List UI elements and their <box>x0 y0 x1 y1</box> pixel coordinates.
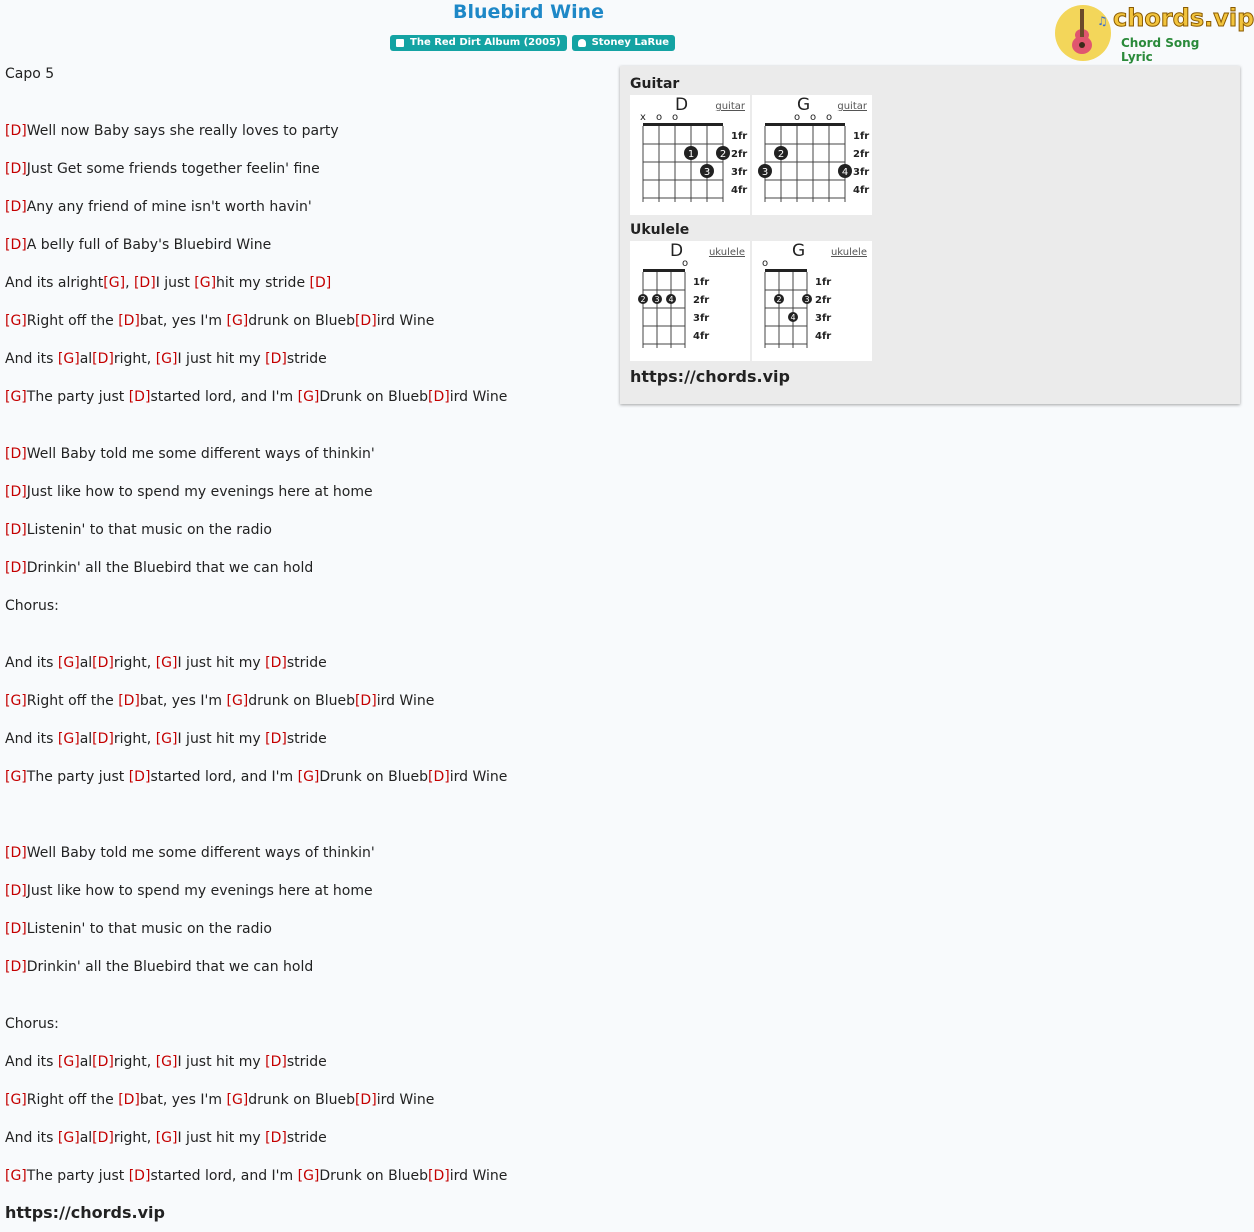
logo-tagline: Chord Song Lyric <box>1121 36 1200 64</box>
lyric-text: Just like how to spend my evenings here at home <box>26 484 373 500</box>
lyric-line <box>5 520 272 540</box>
lyric-text: ird Wine <box>449 769 508 785</box>
lyric-line <box>5 881 373 901</box>
fret-label: 3fr <box>731 167 748 178</box>
lyric-line <box>5 1052 327 1072</box>
guitar-chord-g[interactable] <box>752 95 872 215</box>
lyric-text: Listenin' to that music on the radio <box>26 522 272 538</box>
chord-marker[interactable]: [D] <box>5 199 27 215</box>
fret-label: 4fr <box>731 185 748 196</box>
guitar-section-label: Guitar <box>630 76 680 92</box>
song-badges <box>390 35 675 51</box>
chord-marker[interactable]: [G] <box>5 1168 27 1184</box>
chord-marker[interactable]: [G] <box>226 1092 249 1108</box>
fret-label: 3fr <box>853 167 870 178</box>
lyric-line <box>5 1090 434 1110</box>
chord-marker[interactable]: [G] <box>226 313 249 329</box>
lyric-text: started lord, and I'm <box>150 1168 298 1184</box>
open-string-marker: o <box>681 258 689 269</box>
lyric-text: Drunk on Blueb <box>319 1168 428 1184</box>
chord-nut <box>765 269 807 272</box>
lyric-text: , <box>125 275 134 291</box>
chord-marker[interactable]: [D] <box>428 769 450 785</box>
lyric-text: al <box>79 1130 93 1146</box>
fret-label: 1fr <box>853 131 870 142</box>
chord-marker[interactable]: [D] <box>5 883 27 899</box>
lyric-text: ird Wine <box>449 1168 508 1184</box>
open-string-marker: o <box>761 258 769 269</box>
album-icon <box>396 39 404 47</box>
lyric-text: Well Baby told me some different ways of thinkin' <box>26 446 375 462</box>
chord-marker[interactable]: [D] <box>428 389 450 405</box>
lyric-text: right, <box>113 731 156 747</box>
lyric-text: ird Wine <box>376 313 435 329</box>
lyric-line <box>5 1166 507 1186</box>
lyric-text: drunk on Blueb <box>248 313 355 329</box>
chord-marker[interactable]: [D] <box>92 1054 114 1070</box>
chord-marker[interactable]: [G] <box>297 1168 320 1184</box>
finger-number: 4 <box>790 313 796 322</box>
chord-marker[interactable]: [G] <box>297 389 320 405</box>
chord-marker[interactable]: [G] <box>57 351 80 367</box>
lyric-text: Any any friend of mine isn't worth havin' <box>26 199 312 215</box>
chord-marker[interactable]: [D] <box>92 1130 114 1146</box>
finger-number: 3 <box>804 295 810 304</box>
chord-marker[interactable]: [G] <box>155 731 178 747</box>
lyric-text: And its <box>5 1130 58 1146</box>
chord-marker[interactable]: [G] <box>155 655 178 671</box>
lyric-text: The party just <box>26 769 129 785</box>
lyric-line <box>5 349 327 369</box>
lyric-text: Right off the <box>26 1092 119 1108</box>
lyric-text: Just like how to spend my evenings here at home <box>26 883 373 899</box>
lyric-line <box>5 121 339 141</box>
lyric-text: al <box>79 1054 93 1070</box>
lyric-line <box>5 387 507 407</box>
lyric-line <box>5 558 313 578</box>
lyric-text: hit my stride <box>216 275 310 291</box>
lyric-text: Chorus: <box>5 598 59 614</box>
chord-marker[interactable]: [D] <box>265 1054 287 1070</box>
lyric-text: stride <box>286 731 327 747</box>
chord-marker[interactable]: [D] <box>265 1130 287 1146</box>
lyric-text: al <box>79 731 93 747</box>
chord-nut <box>643 269 685 272</box>
finger-number: 4 <box>668 295 674 304</box>
lyric-text: stride <box>286 1130 327 1146</box>
fret-label: 4fr <box>815 331 832 342</box>
lyric-text: Listenin' to that music on the radio <box>26 921 272 937</box>
album-label: The Red Dirt Album (2005) <box>410 37 561 48</box>
lyric-line <box>5 729 327 749</box>
lyric-text: Drinkin' all the Bluebird that we can hold <box>26 959 314 975</box>
lyric-text: stride <box>286 351 327 367</box>
artist-label: Stoney LaRue <box>591 37 670 48</box>
chord-marker[interactable]: [D] <box>92 351 114 367</box>
lyric-line <box>5 1128 327 1148</box>
lyric-text: Chorus: <box>5 1016 59 1032</box>
fret-label: 3fr <box>815 313 832 324</box>
open-string-marker: o <box>655 112 663 123</box>
ukulele-chord-g[interactable] <box>752 241 872 361</box>
chord-marker[interactable]: [G] <box>194 275 217 291</box>
lyric-text: al <box>79 655 93 671</box>
lyric-text: I just hit my <box>177 731 266 747</box>
lyric-text: Right off the <box>26 693 119 709</box>
fret-label: 4fr <box>693 331 710 342</box>
chord-marker[interactable]: [D] <box>128 769 151 785</box>
chord-marker[interactable]: [G] <box>297 769 320 785</box>
lyric-text: right, <box>113 655 156 671</box>
chord-marker[interactable]: [D] <box>118 313 140 329</box>
chord-marker[interactable]: [G] <box>57 655 80 671</box>
lyric-text: right, <box>113 1054 156 1070</box>
lyric-text: I just hit my <box>177 655 266 671</box>
lyric-text: ird Wine <box>376 693 435 709</box>
lyric-line <box>5 311 434 331</box>
chord-marker[interactable]: [D] <box>265 655 287 671</box>
album-badge[interactable] <box>390 35 567 51</box>
instrument-link[interactable]: ukulele <box>830 247 867 258</box>
lyric-line <box>5 919 272 939</box>
guitar-chord-d[interactable] <box>630 95 750 215</box>
open-string-marker: o <box>809 112 817 123</box>
open-string-marker: o <box>793 112 801 123</box>
chord-marker[interactable]: [D] <box>92 731 114 747</box>
chord-marker[interactable]: [G] <box>155 351 178 367</box>
chord-marker[interactable]: [D] <box>5 959 27 975</box>
lyric-text: And its <box>5 731 58 747</box>
finger-number: 3 <box>703 167 711 178</box>
lyric-text: A belly full of Baby's Bluebird Wine <box>26 237 272 253</box>
svg-text:♫: ♫ <box>1097 14 1108 28</box>
chord-marker[interactable]: [D] <box>128 389 151 405</box>
lyric-text: I just hit my <box>177 351 266 367</box>
chord-marker[interactable]: [G] <box>155 1130 178 1146</box>
fret-label: 2fr <box>731 149 748 160</box>
chord-marker[interactable]: [D] <box>265 351 287 367</box>
chord-marker[interactable]: [D] <box>92 655 114 671</box>
chord-nut <box>643 123 723 126</box>
finger-number: 4 <box>841 167 849 178</box>
lyric-line <box>5 482 373 502</box>
chord-marker[interactable]: [D] <box>354 313 377 329</box>
chord-marker[interactable]: [G] <box>5 693 27 709</box>
lyric-text: started lord, and I'm <box>150 769 298 785</box>
lyric-text: And its <box>5 351 58 367</box>
chord-marker[interactable]: [D] <box>5 237 27 253</box>
lyric-line <box>5 653 327 673</box>
chord-diagram <box>630 241 750 361</box>
instrument-link[interactable]: guitar <box>715 101 745 112</box>
chord-marker[interactable]: [D] <box>354 693 377 709</box>
ukulele-chord-d[interactable] <box>630 241 750 361</box>
capo-info: Capo 5 <box>5 66 55 82</box>
chord-marker[interactable]: [G] <box>5 313 27 329</box>
instrument-link[interactable]: guitar <box>837 101 867 112</box>
panel-url[interactable]: https://chords.vip <box>630 367 790 386</box>
chord-marker[interactable]: [G] <box>57 1130 80 1146</box>
lyric-text: The party just <box>26 1168 129 1184</box>
lyric-text: Drunk on Blueb <box>319 769 428 785</box>
lyric-text: stride <box>286 1054 327 1070</box>
footer-url[interactable]: https://chords.vip <box>5 1203 165 1222</box>
lyric-text: ird Wine <box>449 389 508 405</box>
lyric-line <box>5 596 59 616</box>
lyric-text: Well Baby told me some different ways of thinkin' <box>26 845 375 861</box>
fret-label: 3fr <box>693 313 710 324</box>
lyric-text: started lord, and I'm <box>150 389 298 405</box>
lyric-text: And its <box>5 655 58 671</box>
finger-number: 3 <box>654 295 660 304</box>
site-logo[interactable] <box>1055 3 1254 64</box>
lyric-text: stride <box>286 655 327 671</box>
open-string-marker: o <box>825 112 833 123</box>
chord-marker[interactable]: [D] <box>5 845 27 861</box>
chord-marker[interactable]: [G] <box>5 1092 27 1108</box>
chord-marker[interactable]: [G] <box>5 389 27 405</box>
artist-badge[interactable] <box>572 35 675 51</box>
lyric-text: Well now Baby says she really loves to party <box>26 123 339 139</box>
chord-marker[interactable]: [D] <box>133 275 156 291</box>
fret-label: 1fr <box>815 277 832 288</box>
lyric-line <box>5 1014 59 1034</box>
chord-marker[interactable]: [D] <box>5 560 27 576</box>
logo-text: chords.vip <box>1113 4 1254 32</box>
finger-number: 2 <box>776 295 782 304</box>
song-title: Bluebird Wine <box>453 1 604 23</box>
lyric-line <box>5 843 375 863</box>
lyric-text: drunk on Blueb <box>248 1092 355 1108</box>
lyric-line <box>5 444 375 464</box>
lyric-text: right, <box>113 1130 156 1146</box>
lyric-text: And its <box>5 1054 58 1070</box>
open-string-marker: x <box>640 112 646 123</box>
chord-marker[interactable]: [G] <box>226 693 249 709</box>
finger-number: 2 <box>640 295 646 304</box>
fret-label: 2fr <box>853 149 870 160</box>
chord-marker[interactable]: [D] <box>118 693 140 709</box>
chord-marker[interactable]: [D] <box>354 1092 377 1108</box>
ukulele-section-label: Ukulele <box>630 222 690 238</box>
fret-label: 1fr <box>693 277 710 288</box>
lyric-text: I just hit my <box>177 1054 266 1070</box>
open-string-marker: o <box>671 112 679 123</box>
chord-diagram <box>630 95 750 215</box>
chord-diagram <box>752 241 872 361</box>
chord-name: D <box>675 95 689 115</box>
lyric-line <box>5 957 313 977</box>
lyric-line <box>5 767 507 787</box>
lyric-text: ird Wine <box>376 1092 435 1108</box>
chord-marker[interactable]: [D] <box>309 275 332 291</box>
lyric-line <box>5 197 312 217</box>
chord-diagram <box>752 95 872 215</box>
chord-marker[interactable]: [D] <box>5 522 27 538</box>
lyric-text: And its alright <box>5 275 104 291</box>
chord-marker[interactable]: [D] <box>428 1168 450 1184</box>
finger-number: 2 <box>719 149 727 160</box>
fret-label: 2fr <box>815 295 832 306</box>
instrument-link[interactable]: ukulele <box>708 247 745 258</box>
lyric-text: The party just <box>26 389 129 405</box>
lyric-text: bat, yes I'm <box>139 693 227 709</box>
lyric-text: Drunk on Blueb <box>319 389 428 405</box>
chord-marker[interactable]: [G] <box>103 275 126 291</box>
chord-name: G <box>792 241 806 261</box>
chord-name: G <box>797 95 811 115</box>
fret-label: 1fr <box>731 131 748 142</box>
chord-marker[interactable]: [D] <box>5 446 27 462</box>
chord-marker[interactable]: [D] <box>5 484 27 500</box>
lyric-text: Drinkin' all the Bluebird that we can hold <box>26 560 314 576</box>
chord-marker[interactable]: [G] <box>5 769 27 785</box>
chord-marker[interactable]: [D] <box>265 731 287 747</box>
chord-marker[interactable]: [D] <box>5 161 27 177</box>
lyric-text: I just <box>155 275 195 291</box>
chord-nut <box>765 123 845 126</box>
lyric-text: al <box>79 351 93 367</box>
lyric-text: bat, yes I'm <box>139 313 227 329</box>
chord-marker[interactable]: [D] <box>128 1168 151 1184</box>
chord-marker[interactable]: [G] <box>57 731 80 747</box>
finger-number: 3 <box>761 167 769 178</box>
person-icon <box>578 39 586 47</box>
lyric-text: drunk on Blueb <box>248 693 355 709</box>
fret-label: 2fr <box>693 295 710 306</box>
chord-marker[interactable]: [G] <box>155 1054 178 1070</box>
lyric-text: right, <box>113 351 156 367</box>
chord-name: D <box>670 241 684 261</box>
chord-marker[interactable]: [D] <box>5 123 27 139</box>
lyric-text: Just Get some friends together feelin' fine <box>26 161 320 177</box>
lyric-line <box>5 235 271 255</box>
chord-marker[interactable]: [D] <box>5 921 27 937</box>
finger-number: 2 <box>777 149 785 160</box>
lyric-line <box>5 159 320 179</box>
chord-marker[interactable]: [D] <box>118 1092 140 1108</box>
lyric-line <box>5 273 331 293</box>
finger-number: 1 <box>687 149 695 160</box>
lyric-text: Right off the <box>26 313 119 329</box>
chord-marker[interactable]: [G] <box>57 1054 80 1070</box>
lyric-text: I just hit my <box>177 1130 266 1146</box>
chord-diagram-panel <box>620 66 1240 404</box>
lyric-line <box>5 691 434 711</box>
fret-label: 4fr <box>853 185 870 196</box>
lyric-text: bat, yes I'm <box>139 1092 227 1108</box>
